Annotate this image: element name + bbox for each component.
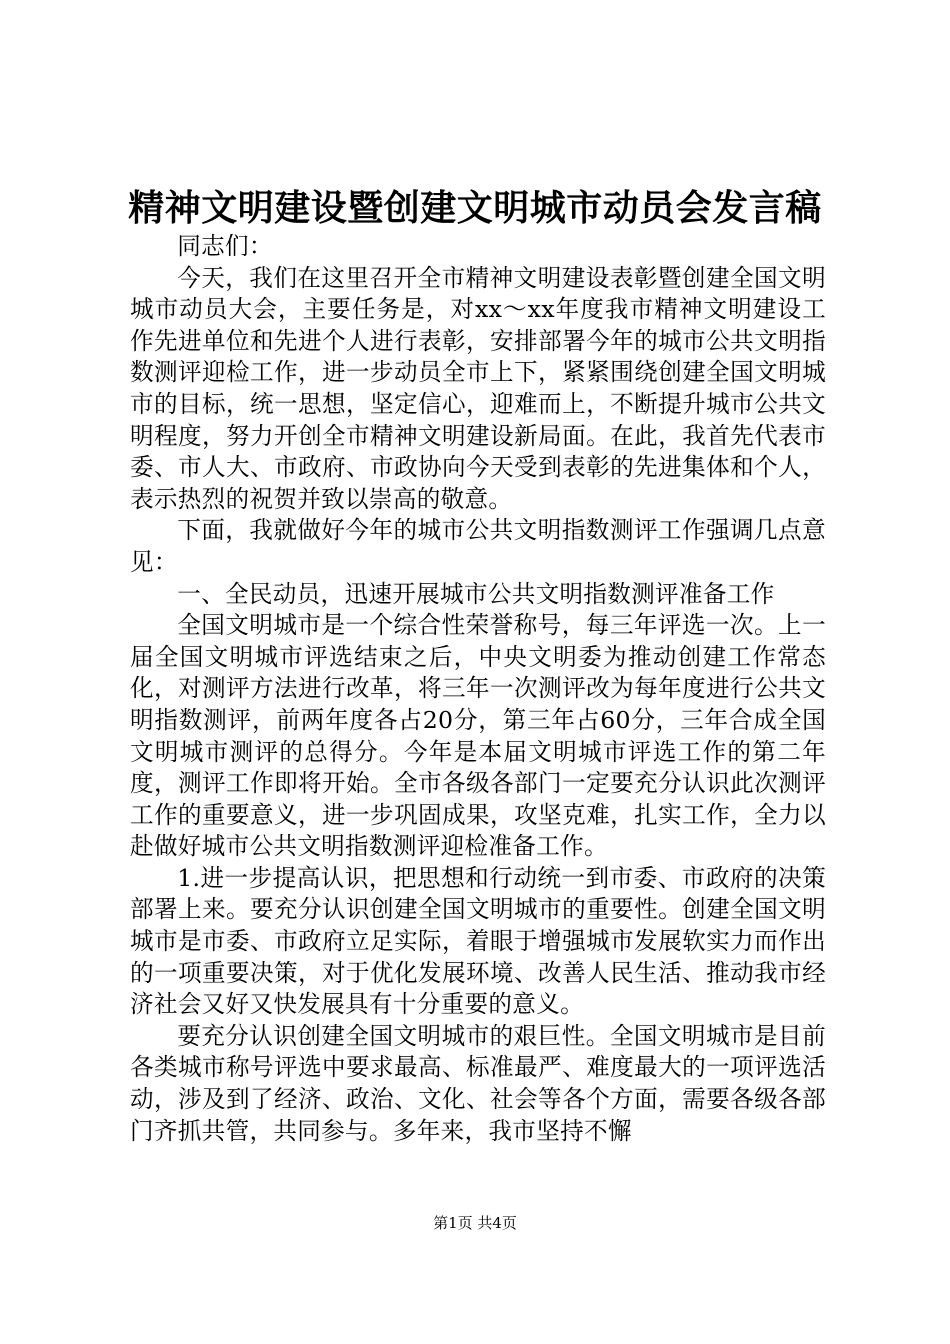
body-paragraph: 全国文明城市是一个综合性荣誉称号，每三年评选一次。上一届全国文明城市评选结束之后，中央文明委为推动创建工作常态化，对测评方法进行改革，将三年一次测评改为每年度进行公共文明指数测评，前两年度各占20分，第三年占60分，三年合成全国文明城市测评的总得分。今年是本届文明城市评选工作的第二年度，测评工作即将开始。全市各级各部门一定要充分认识此次测评工作的重要意义，进一步巩固成果，攻坚克难，扎实工作，全力以赴做好城市公共文明指数测评迎检准备工作。 — [130, 611, 826, 861]
document-title: 精神文明建设暨创建文明城市动员会发言稿 — [128, 187, 822, 229]
salutation-paragraph: 同志们： — [177, 232, 273, 260]
intro-paragraph: 下面，我就做好今年的城市公共文明指数测评工作强调几点意见： — [130, 516, 826, 576]
section-heading-1: 一、全民动员，迅速开展城市公共文明指数测评准备工作 — [177, 579, 775, 608]
page-footer: 第1页 共4页 — [433, 1214, 517, 1232]
body-paragraph: 1.进一步提高认识，把思想和行动统一到市委、市政府的决策部署上来。要充分认识创建全国文明城市的重要性。创建全国文明城市是市委、市政府立足实际，着眼于增强城市发展软实力而作出的一项重要决策，对于优化发展环境、改善人民生活、推动我市经济社会又好又快发展具有十分重要的意义。 — [130, 863, 826, 1019]
body-paragraph: 要充分认识创建全国文明城市的艰巨性。全国文明城市是目前各类城市称号评选中要求最高、标准最严、难度最大的一项评选活动，涉及到了经济、政治、文化、社会等各个方面，需要各级各部门齐抓共管，共同参与。多年来，我市坚持不懈 — [130, 1021, 826, 1145]
opening-paragraph: 今天，我们在这里召开全市精神文明建设表彰暨创建全国文明城市动员大会，主要任务是，对xx～xx年度我市精神文明建设工作先进单位和先进个人进行表彰，安排部署今年的城市公共文明指数测评迎检工作，进一步动员全市上下，紧紧围绕创建全国文明城市的目标，统一思想，坚定信心，迎难而上，不断提升城市公共文明程度，努力开创全市精神文明建设新局面。在此，我首先代表市委、市人大、市政府、市政协向今天受到表彰的先进集体和个人，表示热烈的祝贺并致以崇高的敬意。 — [130, 263, 826, 513]
document-body — [130, 231, 826, 1147]
